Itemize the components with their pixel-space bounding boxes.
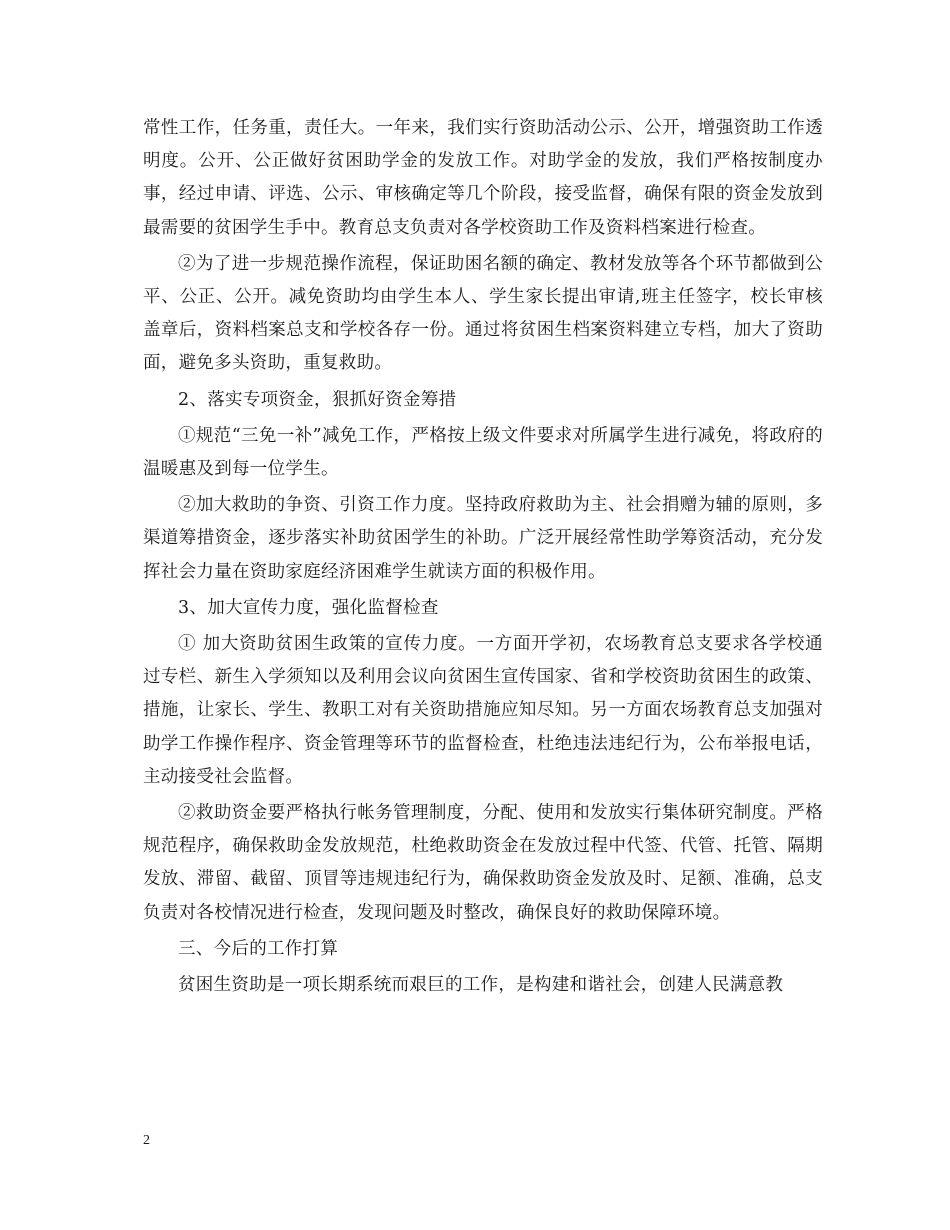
paragraph-2: ②为了进一步规范操作流程，保证助困名额的确定、教材发放等各个环节都做到公平、公正、公开。减免资助均由学生本人、学生家长提出审请,班主任签字，校长审核盖章后，资料档案总支和学校各存一份。通过将贫困生档案资料建立专档，加大了资助面，避免多头资助，重复救助。	[143, 253, 823, 374]
paragraph-6: ②救助资金要严格执行帐务管理制度，分配、使用和发放实行集体研究制度。严格规范程序，确保救助金发放规范，杜绝救助资金在发放过程中代签、代管、托管、隔期发放、滞留、截留、顶冒等违规违纪行为，确保救助资金发放及时、足额、准确，总支负责对各校情况进行检查，发现问题及时整改，确保良好的救助保障环境。	[143, 803, 823, 923]
paragraph-4: ②加大救助的争资、引资工作力度。坚持政府救助为主、社会捐赠为辅的原则，多渠道筹措资金，逐步落实补助贫困学生的补助。广泛开展经常性助学筹资活动，充分发挥社会力量在资助家庭经济困难学生就读方面的积极作用。	[143, 495, 823, 582]
page-number: 2	[143, 1133, 150, 1148]
paragraph-1: 常性工作，任务重，责任大。一年来，我们实行资助活动公示、公开，增强资助工作透明度。公开、公正做好贫困助学金的发放工作。对助学金的发放，我们严格按制度办事，经过申请、评选、公示、审核确定等几个阶段，接受监督，确保有限的资金发放到最需要的贫困学生手中。教育总支负责对各学校资助工作及资料档案进行检查。	[143, 118, 823, 238]
paragraph-3: ①规范“三免一补”减免工作，严格按上级文件要求对所属学生进行减免，将政府的温暖惠及到每一位学生。	[143, 425, 823, 480]
paragraph-5: ① 加大资助贫困生政策的宣传力度。一方面开学初，农场教育总支要求各学校通过专栏、新生入学须知以及利用会议向贫困生宣传国家、省和学校资助贫困生的政策、措施，让家长、学生、教职工对有关资助措施应知尽知。另一方面农场教育总支加强对助学工作操作程序、资金管理等环节的监督检查，杜绝违法违纪行为，公布举报电话，主动接受社会监督。	[143, 634, 823, 787]
section-heading-future-plans: 三、今后的工作打算	[178, 938, 339, 959]
paragraph-7: 贫困生资助是一项长期系统而艰巨的工作，是构建和谐社会，创建人民满意教	[178, 975, 784, 996]
section-heading-3: 3、加大宣传力度，强化监督检查	[178, 597, 439, 618]
document-body	[143, 112, 823, 1002]
section-heading-2: 2、落实专项资金，狠抓好资金筹措	[178, 389, 457, 410]
